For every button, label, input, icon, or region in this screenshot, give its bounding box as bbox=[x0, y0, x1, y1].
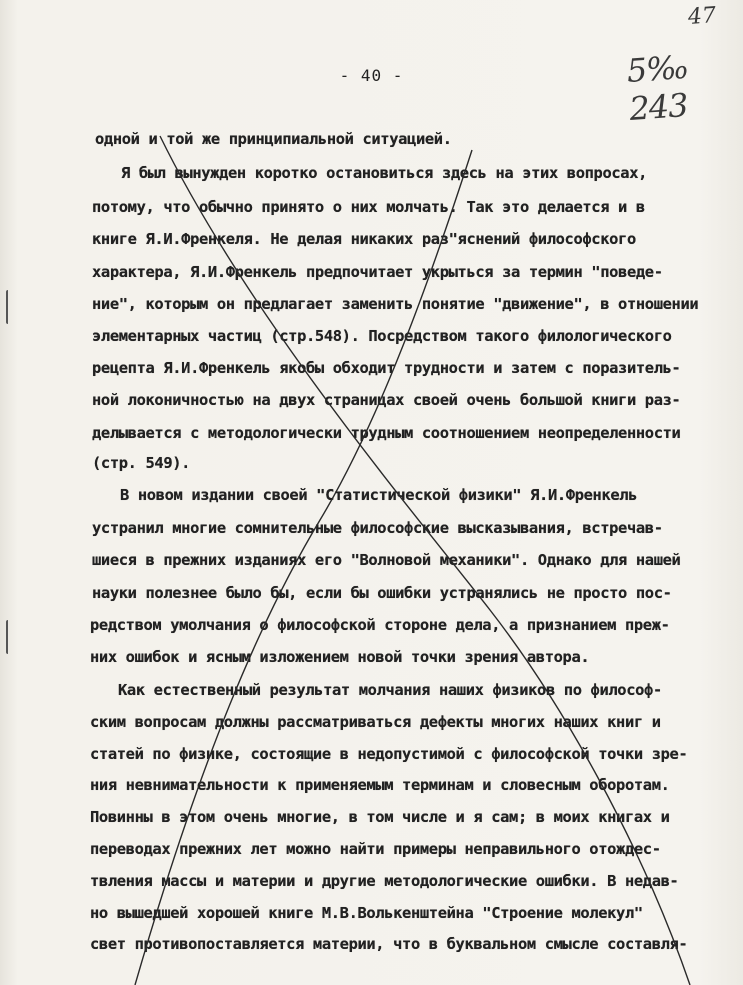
text-line: Я был вынужден коротко остановиться здесь на этих вопросах, bbox=[121, 164, 648, 182]
text-line: (стр. 549). bbox=[92, 454, 191, 472]
text-line: характера, Я.И.Френкель предпочитает укрыться за термин "поведе- bbox=[92, 263, 663, 281]
text-line: переводах прежних лет можно найти примеры неправильного отождес- bbox=[90, 840, 661, 858]
strike-line-diagonal-up bbox=[135, 150, 472, 985]
page-number: - 40 - bbox=[339, 66, 404, 85]
handwritten-note-archive: 5‰ 243 bbox=[625, 47, 690, 128]
text-line: Как естественный результат молчания наших физиков по философ- bbox=[118, 681, 662, 699]
text-line: науки полезнее было бы, если бы ошибки устранялись не просто пос- bbox=[92, 584, 672, 602]
text-line: них ошибок и ясным изложением новой точки зрения автора. bbox=[90, 648, 590, 666]
text-line: редством умолчания о философской стороне дела, а признанием преж- bbox=[90, 616, 670, 634]
text-line: потому, что обычно принято о них молчать. Так это делается и в bbox=[92, 198, 645, 216]
text-line: Повинны в этом очень многие, в том числе и я сам; в моих книгах и bbox=[90, 808, 670, 826]
text-line: устранил многие сомнительные философские высказывания, встречав- bbox=[92, 519, 663, 537]
handwritten-note-top: 47 bbox=[687, 3, 717, 30]
text-line: делывается с методологически трудным соотношением неопределенности bbox=[92, 424, 681, 442]
text-line: статей по физике, состоящие в недопустимой с философской точки зре- bbox=[90, 745, 688, 763]
text-line: но вышедшей хорошей книге М.В.Волькенштейна "Строение молекул" bbox=[90, 904, 643, 922]
text-line: твления массы и материи и другие методологические ошибки. В недав- bbox=[90, 872, 679, 890]
text-line: свет противопоставляется материи, что в буквальном смысле составля- bbox=[90, 935, 688, 953]
text-line: ния невнимательности к применяемым терминам и словесным оборотам. bbox=[90, 776, 670, 794]
text-line: шиеся в прежних изданиях его "Волновой механики". Однако для нашей bbox=[92, 551, 681, 569]
text-line: элементарных частиц (стр.548). Посредством такого филологического bbox=[92, 327, 672, 345]
text-line: ским вопросам должны рассматриваться дефекты многих наших книг и bbox=[90, 713, 661, 731]
text-line: одной и той же принципиальной ситуацией. bbox=[95, 130, 452, 148]
text-line: В новом издании своей "Статистической физики" Я.И.Френкель bbox=[120, 486, 638, 504]
text-line: рецепта Я.И.Френкель якобы обходит трудности и затем с поразитель- bbox=[92, 359, 681, 377]
text-line: ной локоничностью на двух страницах своей очень большой книги раз- bbox=[92, 391, 681, 409]
text-line: книге Я.И.Френкеля. Не делая никаких раз"яснений философского bbox=[92, 230, 636, 248]
strike-line-diagonal-down bbox=[160, 136, 690, 985]
text-line: ние", которым он предлагает заменить понятие "движение", в отношении bbox=[92, 295, 699, 313]
